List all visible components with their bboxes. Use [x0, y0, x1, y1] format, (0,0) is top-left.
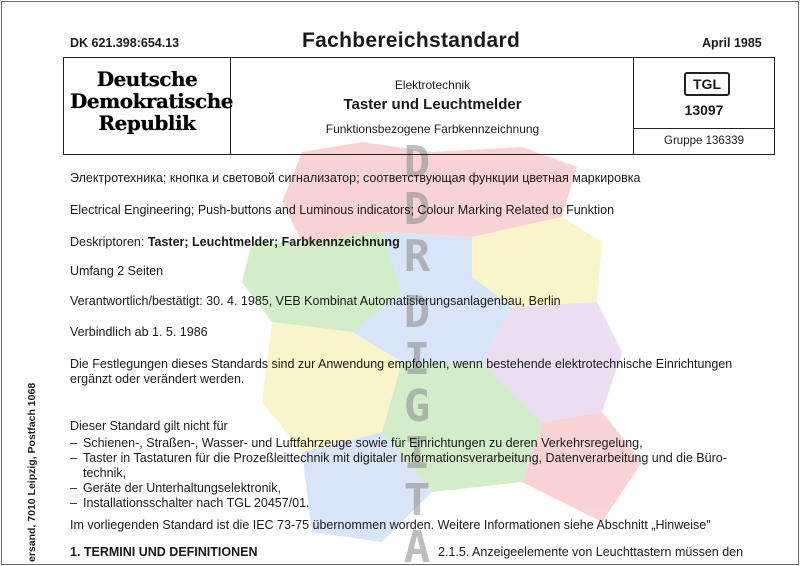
issue-date: April 1985 — [702, 36, 762, 50]
title-cell — [231, 58, 634, 154]
gilt-nicht-heading: Dieser Standard gilt nicht für — [70, 419, 228, 433]
list-item-text: Taster in Tastaturen für die Prozeßleittechnik mit digitaler Informationsverarbeitung, Datenverarbeitung und die Büro- — [83, 451, 727, 465]
watermark-letter: I — [403, 334, 431, 385]
title-box — [63, 57, 775, 155]
watermark-letter: T — [403, 475, 431, 526]
list-item: – Geräte der Unterhaltungselektronik, — [70, 481, 282, 495]
list-item: – Installationsschalter nach TGL 20457/01. — [70, 496, 310, 510]
list-item-text: Geräte der Unterhaltungselektronik, — [83, 481, 282, 495]
deskriptoren — [70, 235, 400, 249]
logo-line: Republik — [98, 111, 196, 135]
document-title: Taster und Leuchtmelder — [343, 96, 522, 113]
header-row — [2, 29, 799, 56]
column2-text: 2.1.5. Anzeigeelemente von Leuchttastern müssen den — [438, 545, 744, 559]
deskriptoren-label: Deskriptoren: — [70, 235, 148, 249]
tgl-number-cell — [634, 58, 774, 129]
watermark-letter: G — [403, 381, 431, 432]
watermark-letter: I — [403, 428, 431, 479]
document-page — [1, 1, 799, 565]
iec-note: Im vorliegenden Standard ist die IEC 73-75 übernommen worden. Weitere Informationen siehe Abschnitt „Hinweise" — [70, 518, 711, 532]
logo-line: Deutsche — [96, 67, 198, 91]
exclusion-list — [70, 436, 727, 511]
map-region-north — [282, 142, 577, 242]
list-item-continuation: technik, — [83, 466, 127, 480]
festlegungen-line2: ergänzt oder verändert werden. — [70, 372, 245, 386]
list-item: – Schienen-, Straßen-, Wasser- und Luftfahrzeuge sowie für Einrichtungen zu deren Verkehrsregelung, — [70, 436, 643, 450]
tgl-label: TGL — [684, 72, 730, 96]
standard-type: Fachbereichstandard — [302, 29, 521, 52]
tgl-cell — [633, 58, 774, 154]
verbindlich: Verbindlich ab 1. 5. 1986 — [70, 325, 208, 339]
festlegungen-line1: Die Festlegungen dieses Standards sind zur Anwendung empfohlen, wenn bestehende elektrotechnische Einrichtungen — [70, 357, 733, 371]
document-subtitle: Funktionsbezogene Farbkennzeichnung — [325, 122, 540, 136]
russian-title: Электротехника; кнопка и световой сигнализатор; соответствующая функции цветная маркировка — [70, 171, 641, 185]
deskriptoren-value: Taster; Leuchtmelder; Farbkennzeichnung — [147, 235, 400, 249]
dk-classification: DK 621.398:654.13 — [70, 36, 180, 50]
map-region-southwest — [262, 322, 402, 452]
logo-line: Demokratische — [70, 89, 233, 113]
publisher-sidenote: ersand, 7010 Leipzig, Postfach 1068 — [26, 382, 38, 562]
list-item: – Taster in Tastaturen für die Prozeßleittechnik mit digitaler Informationsverarbeitung, Datenverarbeitung und die Büro- — [70, 451, 727, 465]
umfang: Umfang 2 Seiten — [70, 264, 164, 278]
logo-cell — [64, 58, 231, 154]
watermark-letter: A — [403, 522, 431, 566]
english-title: Electrical Engineering; Push-buttons and Luminous indicators; Colour Marking Related to Funktion — [70, 203, 615, 217]
list-item-text: Schienen-, Straßen-, Wasser- und Luftfahrzeuge sowie für Einrichtungen zu deren Verkehrsregelung, — [83, 436, 643, 450]
gruppe-number: Gruppe 136339 — [664, 135, 744, 147]
watermark-letter: D — [403, 287, 431, 338]
watermark-letter: R — [403, 231, 431, 282]
list-item-text: Installationsschalter nach TGL 20457/01. — [83, 496, 310, 510]
ddr-logo — [70, 67, 233, 135]
tgl-number: 13097 — [684, 102, 724, 118]
watermark-letter: D — [403, 184, 431, 235]
verantwortlich: Verantwortlich/bestätigt: 30. 4. 1985, VEB Kombinat Automatisierungsanlagenbau, Berlin — [70, 294, 561, 308]
section-heading: 1. TERMINI UND DEFINITIONEN — [70, 545, 258, 559]
watermark-letter: D — [403, 137, 431, 188]
field-label: Elektrotechnik — [394, 78, 471, 92]
